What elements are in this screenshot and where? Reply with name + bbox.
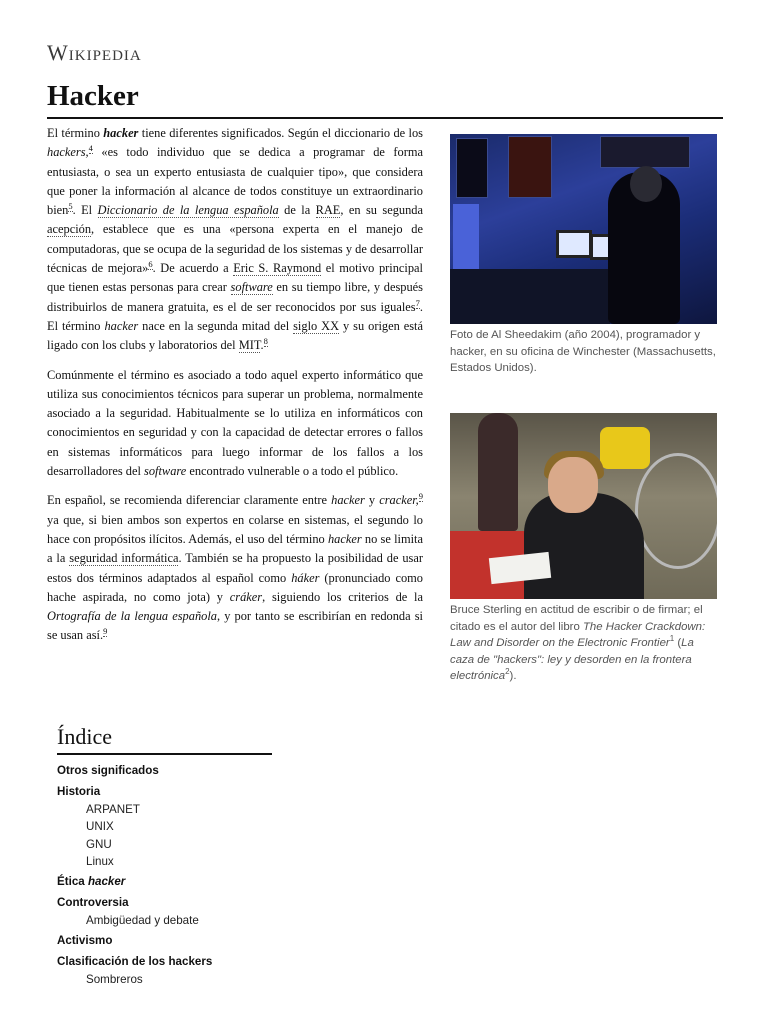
- ref-link-4[interactable]: 4: [88, 143, 93, 154]
- toc-item-historia[interactable]: Historia: [57, 785, 101, 798]
- text: .: [260, 338, 264, 353]
- link-acepcion[interactable]: acepción: [47, 222, 92, 237]
- text: ).: [509, 670, 517, 683]
- link-mit[interactable]: MIT: [238, 338, 261, 353]
- toc-item-otros-significados[interactable]: Otros significados: [57, 764, 159, 777]
- text: y: [364, 493, 380, 508]
- ref-link-7[interactable]: 7: [415, 297, 420, 308]
- toc-subitem-ambiguedad[interactable]: Ambigüedad y debate: [86, 914, 199, 928]
- text: (pronunciado como hache aspirada, no como jota) y: [47, 570, 423, 604]
- term-craker: cráker: [229, 589, 263, 604]
- ref-link-9[interactable]: 9: [418, 491, 424, 502]
- term-cracker: cracker,: [379, 493, 419, 508]
- term-hacker: hacker: [104, 318, 139, 333]
- link-diccionario[interactable]: Diccionario de la lengua española: [97, 203, 279, 218]
- book-title: The Hacker Crackdown: Law and Disorder on the Electronic Frontier: [450, 620, 706, 650]
- figure-caption: Foto de Al Sheedakim (año 2004), programador y hacker, en su oficina de Winchester (Massachusetts, Estados Unidos).: [450, 329, 716, 375]
- toc-item-controversia[interactable]: Controversia: [57, 896, 129, 910]
- text: (: [674, 637, 682, 650]
- figure-sterling: [450, 413, 718, 685]
- toc-subitem-gnu[interactable]: GNU: [86, 837, 112, 851]
- paragraph-spanish: [47, 491, 423, 645]
- title-divider: [47, 117, 723, 119]
- text: tiene diferentes significados. Según el diccionario de los: [138, 126, 423, 140]
- toc-subitem-linux[interactable]: Linux: [86, 854, 114, 868]
- text: , y por tanto se escribirían en redonda si se usan así.: [47, 609, 423, 643]
- text: . También se ha propuesto la posibilidad de usar estos dos términos adaptados al español como: [47, 551, 423, 585]
- bicycle-wheel: [635, 453, 717, 569]
- term-hackers: hackers,: [47, 145, 89, 160]
- ref-link-6[interactable]: 6: [148, 258, 153, 269]
- text: . El: [72, 203, 98, 218]
- text: Comúnmente el término es asociado a todo aquel experto informático que utiliza sus conocimientos técnicos para superar un problema, normalmente asociado a la seguridad. Habitualmente se lo utiliza en informáticos con conocimientos en seguridad y con la capacidad de detectar errores o fallos en sistemas informáticos para luego informar de los fallos a los desarrolladores del: [47, 367, 423, 479]
- ref-link-8[interactable]: 8: [263, 336, 268, 347]
- figure-office: [450, 134, 718, 377]
- text: , siguiendo los criterios de la: [262, 589, 423, 604]
- text: En español, se recomienda diferenciar claramente entre: [47, 493, 332, 508]
- toc-subitem-arpanet[interactable]: ARPANET: [86, 803, 140, 816]
- toc-label: Ética: [57, 875, 88, 889]
- ref-link-5[interactable]: 5: [68, 201, 73, 212]
- term-hacker: hacker: [331, 493, 365, 508]
- person-head: [630, 166, 662, 202]
- text: no se limita a la: [47, 531, 423, 566]
- toc-subitem-unix[interactable]: UNIX: [86, 820, 114, 834]
- background-person: [478, 413, 518, 531]
- term-hacker: hacker: [327, 531, 362, 546]
- photo-bruce-sterling[interactable]: [450, 413, 717, 599]
- ref-link-2[interactable]: 2: [505, 667, 510, 677]
- text: ya que, si bien ambos son expertos en colarse en sistemas, el segundo lo hace con propósitos ilícitos. Además, el uso del término: [47, 512, 423, 546]
- text: Bruce Sterling en actitud de escribir o de firmar; el citado es el autor del libro: [450, 604, 703, 633]
- text: en su tiempo libre, y después distribuirlos de manera gratuita, es el de ser reconocidos por sus iguales: [47, 280, 423, 314]
- monitor: [556, 230, 592, 258]
- toc-item-etica-hacker[interactable]: [57, 873, 457, 891]
- text: «es todo individuo que se dedica a programar de forma entusiasta, o sea un experto entusiasta de cualquier tipo», que considera que poner la información al alcance de todos constituye un extraordinario bien: [47, 145, 423, 218]
- term-haker: háker: [291, 570, 320, 585]
- toc-item-activismo[interactable]: Activismo: [57, 934, 113, 948]
- toc-item-clasificacion[interactable]: Clasificación de los hackers: [57, 955, 213, 969]
- yellow-object: [600, 427, 650, 469]
- paragraph-usage: [47, 366, 423, 482]
- term-ortografia: Ortografía de la lengua española: [47, 609, 217, 624]
- toc-divider: [57, 753, 272, 755]
- person-face: [548, 457, 598, 513]
- toc-title: Índice: [57, 724, 112, 749]
- toc-label-italic: hacker: [87, 875, 126, 889]
- book-title-translation: La caza de "hackers": ley y desorden en la frontera electrónica: [450, 637, 694, 683]
- page-title: Hacker: [47, 80, 139, 112]
- link-seguridad-informatica[interactable]: seguridad informática: [69, 551, 179, 566]
- poster: [508, 136, 552, 198]
- article-body: [47, 124, 423, 656]
- link-software[interactable]: software: [230, 280, 273, 295]
- desk: [450, 269, 610, 324]
- figure-caption: [450, 602, 718, 685]
- text: nace en la segunda mitad del: [138, 318, 294, 333]
- text: El término: [47, 126, 104, 140]
- text: de la: [278, 203, 316, 218]
- text: . El término: [47, 299, 423, 333]
- text: el motivo principal que tienen estas personas para crear: [47, 261, 423, 295]
- toc-subitem-sombreros[interactable]: Sombreros: [86, 973, 143, 987]
- text: , en su segunda: [340, 203, 423, 218]
- text: encontrado vulnerable o a todo el público.: [186, 464, 399, 479]
- text: , establece que es una «persona experta en el manejo de computadoras, que se ocupa de la seguridad de los sistemas y de desarrollar técnicas de mejora»: [47, 222, 423, 276]
- poster: [600, 136, 690, 168]
- link-rae[interactable]: RAE: [315, 203, 341, 218]
- link-eric-raymond[interactable]: Eric S. Raymond: [233, 261, 322, 276]
- photo-hacker-office[interactable]: [450, 134, 717, 324]
- table-of-contents: [57, 759, 457, 989]
- text: . De acuerdo a: [152, 261, 234, 276]
- text: y su origen está ligado con los clubs y laboratorios del: [47, 318, 423, 353]
- term-software: software: [144, 464, 187, 479]
- ref-link-1[interactable]: 1: [669, 634, 675, 644]
- paragraph-intro: [47, 124, 423, 356]
- link-siglo-xx[interactable]: siglo XX: [293, 318, 340, 333]
- term-hacker: hacker: [103, 126, 139, 140]
- poster: [456, 138, 488, 198]
- wikipedia-logo: Wikipedia: [47, 40, 142, 65]
- ref-link-9[interactable]: 9: [103, 626, 108, 637]
